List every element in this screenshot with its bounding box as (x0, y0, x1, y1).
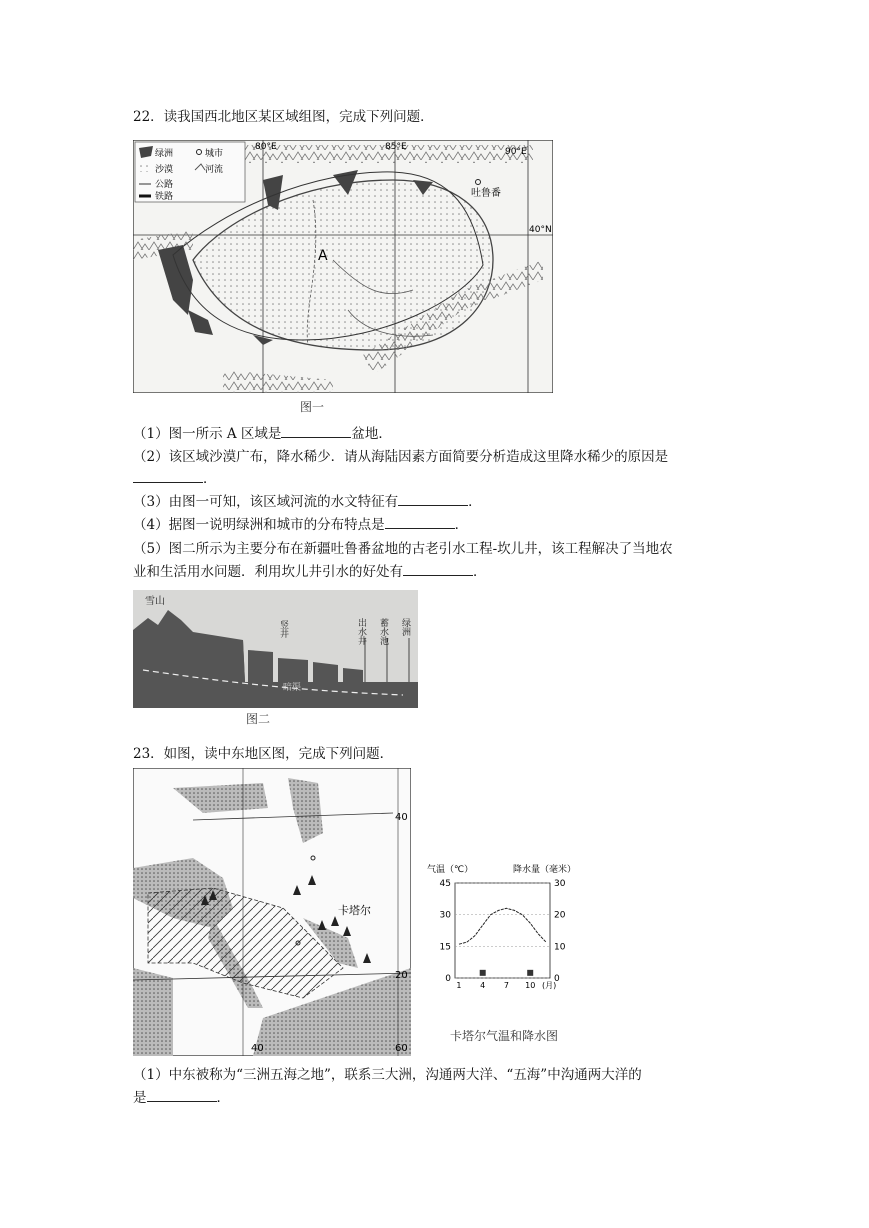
answer-blank[interactable] (398, 493, 468, 506)
precipitation-bar (480, 970, 486, 976)
precipitation-bar (527, 970, 533, 976)
lon-85-label: 85°E (385, 142, 407, 152)
label-oasis: 绿洲 (400, 618, 410, 636)
middle-east-map (133, 768, 411, 1056)
right-tick-label: 0 (554, 974, 560, 984)
figure-1-map (133, 140, 553, 393)
q22-sub5-line1: （5）图二所示为主要分布在新疆吐鲁番盆地的古老引水工程-坎儿井，该工程解决了当地农 (133, 541, 673, 557)
q22-sub4: （4）据图一说明绿洲和城市的分布特点是 ． (133, 517, 469, 533)
legend-oasis: 绿洲 (155, 149, 174, 159)
answer-blank[interactable] (147, 1089, 217, 1102)
legend-desert: 沙漠 (155, 165, 174, 175)
legend-river: 河流 (205, 165, 224, 175)
x-axis-unit: (月) (542, 981, 557, 990)
lon-60-mark: 60 (395, 1043, 408, 1054)
q23-sub1-line2: 是 ． (133, 1090, 230, 1106)
temperature-line (459, 908, 546, 944)
label-underground-channel: 暗渠 (283, 683, 302, 693)
q23-sub1-line1: （1）中东被称为“三洲五海之地”，联系三大洲，沟通两大洋、“五海”中沟通两大洋的 (133, 1067, 642, 1083)
left-tick-label: 15 (439, 942, 451, 953)
q22-title: 22．读我国西北地区某区域组图，完成下列问题． (133, 109, 434, 125)
answer-blank[interactable] (403, 563, 473, 576)
figure-2-caption: 图二 (246, 712, 271, 726)
q22-sub3: （3）由图一可知，该区域河流的水文特征有 ． (133, 494, 482, 510)
label-snow-mountain: 雪山 (145, 596, 165, 607)
figure-1-caption: 图一 (300, 400, 325, 414)
turpan-label: 吐鲁番 (471, 188, 501, 199)
q22-sub5-line2: 业和生活用水问题．利用坎儿井引水的好处有 ． (133, 564, 487, 580)
x-tick-label: 10 (525, 981, 536, 990)
legend-road: 公路 (155, 180, 174, 190)
q23-title: 23．如图，读中东地区图，完成下列问题． (133, 746, 394, 762)
left-axis-title: 气温（℃） (427, 865, 474, 875)
x-tick-label: 1 (456, 981, 462, 990)
x-tick-label: 4 (480, 981, 486, 990)
lon-80-label: 80°E (255, 142, 277, 152)
right-tick-label: 10 (554, 942, 566, 953)
figure-2-karez (133, 590, 418, 708)
lat-20-mark: 20 (395, 970, 408, 981)
left-tick-label: 30 (439, 910, 451, 921)
label-reservoir: 蓄水池 (378, 618, 388, 645)
label-vertical-well: 竖井 (278, 620, 288, 638)
q22-sub1: （1）图一所示 A 区域是 盆地． (133, 426, 392, 442)
lon-90-label: 90°E (505, 147, 527, 157)
left-tick-label: 0 (445, 974, 451, 984)
qatar-climate-chart (425, 858, 580, 1018)
right-tick-label: 20 (554, 910, 566, 921)
answer-blank[interactable] (281, 425, 351, 438)
x-tick-label: 7 (503, 981, 510, 990)
legend-city: 城市 (205, 149, 224, 159)
q22-sub2-line1: （2）该区域沙漠广布，降水稀少．请从海陆因素方面简要分析造成这里降水稀少的原因是 (133, 449, 669, 465)
q22-sub2-line2: ． (133, 470, 217, 488)
plot-frame (455, 883, 550, 978)
right-tick-label: 30 (554, 879, 566, 889)
answer-blank[interactable] (385, 516, 455, 529)
region-a-label: A (318, 248, 328, 264)
lat-40-label: 40°N (529, 225, 552, 235)
climate-chart-title: 卡塔尔气温和降水图 (450, 1029, 559, 1043)
answer-blank[interactable] (133, 470, 203, 483)
lat-40-mark: 40 (395, 812, 408, 823)
right-axis-title: 降水量（毫米） (513, 865, 577, 875)
legend-railway: 铁路 (155, 192, 174, 202)
qatar-label: 卡塔尔 (338, 904, 371, 917)
left-tick-label: 45 (439, 879, 451, 889)
label-outlet-well: 出水井 (356, 618, 366, 645)
lon-40-mark: 40 (251, 1043, 264, 1054)
